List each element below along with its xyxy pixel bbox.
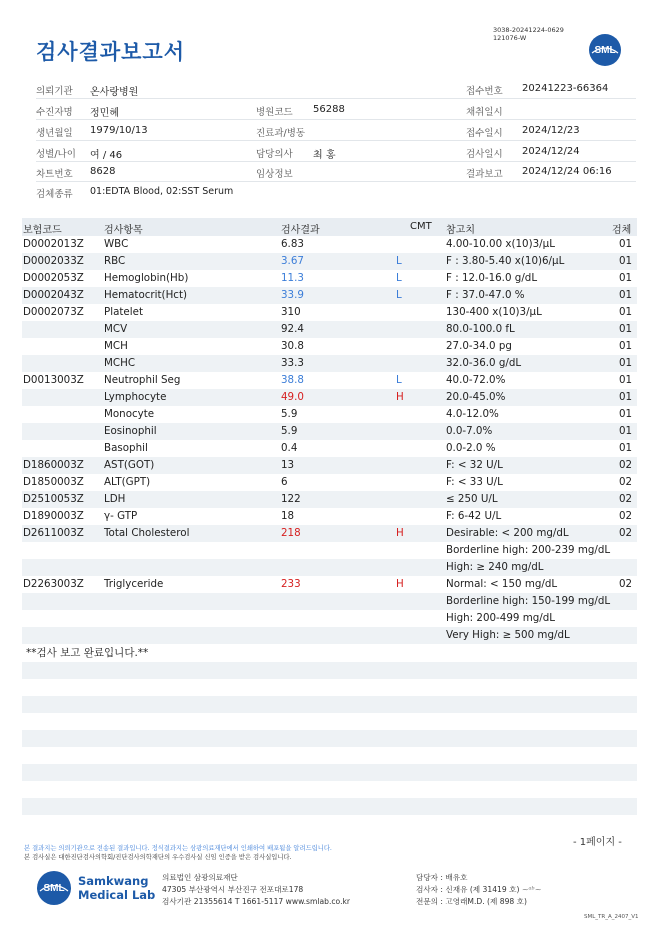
reference-range: High: ≥ 240 mg/dL [446,561,544,573]
footer-org: 의료법인 삼광의료재단 [162,873,238,882]
table-row [22,389,637,406]
table-row [22,627,637,644]
footer-brand [78,874,155,902]
test-result: 5.9 [281,408,298,420]
table-row [22,474,637,491]
footer-staff [416,872,541,908]
result-flag: H [396,527,404,539]
receipt-date-label: 접수일시 [466,128,503,139]
chart-no-label: 차트번호 [36,169,73,180]
footnote-1: 본 결과지는 의뢰기관으로 전송된 결과입니다. 정식결과지는 삼광의료재단에서 인쇄하여 배포됨을 알려드립니다. [24,845,332,852]
test-code: D1860003Z [23,459,84,471]
page-title: 검사결과보고서 [36,40,186,64]
staff-2-value: 신재유 (제 31419 호) [445,885,520,894]
report-value: 2024/12/24 06:16 [522,166,612,177]
header-row-3 [36,121,636,141]
staff-1-label: 담당자 : [416,873,443,882]
reference-range: 130-400 x(10)3/μL [446,306,542,318]
reference-range: Very High: ≥ 500 mg/dL [446,629,570,641]
staff-2-label: 검사자 : [416,885,443,894]
collect-time-label: 채취일시 [466,107,503,118]
reference-range: 0.0-2.0 % [446,442,496,454]
header-row-1 [36,79,636,99]
specimen-value: 01:EDTA Blood, 02:SST Serum [90,186,234,197]
test-result: 310 [281,306,301,318]
blank-band [22,696,637,713]
column-specimen: 검체 [612,225,632,236]
footer-address-line: 47305 부산광역시 부산진구 전포대로178 [162,885,304,894]
test-name: Hematocrit(Hct) [104,289,188,301]
test-code: D0013003Z [23,374,84,386]
test-result: 122 [281,493,301,505]
header-row-5 [36,162,636,182]
test-code: D1890003Z [23,510,84,522]
table-row [22,542,637,559]
receipt-no-value: 20241223-66364 [522,83,609,94]
table-row [22,253,637,270]
doctor-value: 최 홍 [313,150,336,161]
patient-value: 정민혜 [90,108,119,119]
document-code-line-2: 121076-W [493,34,527,42]
table-row [22,236,637,253]
institution-label: 의뢰기관 [36,86,73,97]
specimen-code: 01 [619,408,633,420]
test-code: D0002053Z [23,272,84,284]
specimen-code: 01 [619,306,633,318]
reference-range: F: 6-42 U/L [446,510,502,522]
staff-1-value: 배유호 [445,873,468,882]
test-name: γ- GTP [104,510,138,522]
test-date-label: 검사일시 [466,149,503,160]
table-row [22,355,637,372]
column-ref: 참고치 [446,225,475,236]
test-result: 11.3 [281,272,304,284]
test-code: D0002013Z [23,238,84,250]
dob-label: 생년월일 [36,128,73,139]
test-name: LDH [104,493,126,505]
specimen-code: 02 [619,459,633,471]
brand-line-1: Samkwang [78,874,149,888]
test-name: Monocyte [104,408,155,420]
table-row [22,593,637,610]
test-code: D1850003Z [23,476,84,488]
specimen-label: 검체종류 [36,189,73,200]
test-name: ALT(GPT) [104,476,151,488]
reference-range: F : 3.80-5.40 x(10)6/μL [446,255,565,267]
test-code: D0002033Z [23,255,84,267]
test-name: Basophil [104,442,148,454]
test-result: 5.9 [281,425,298,437]
test-name: WBC [104,238,129,250]
header-row-2 [36,100,636,120]
result-flag: H [396,578,404,590]
specimen-code: 01 [619,323,633,335]
test-result: 92.4 [281,323,304,335]
specimen-code: 01 [619,425,633,437]
table-row [22,610,637,627]
specimen-code: 01 [619,357,633,369]
reference-range: 20.0-45.0% [446,391,506,403]
sex-age-label: 성별/나이 [36,149,76,160]
table-row [22,423,637,440]
result-flag: L [396,289,402,301]
table-row [22,525,637,542]
footer-address [162,872,350,908]
clinical-label: 임상정보 [256,169,293,180]
brand-line-2: Medical Lab [78,888,156,902]
specimen-code: 02 [619,493,633,505]
column-name: 검사항목 [104,225,143,236]
result-flag: L [396,272,402,284]
blank-band [22,798,637,815]
dob-value: 1979/10/13 [90,125,148,136]
hospital-code-value: 56288 [313,104,345,115]
test-name: MCH [104,340,128,352]
test-name: RBC [104,255,126,267]
signature-icon: ~ᵃᵇ~ [521,885,542,894]
test-result: 49.0 [281,391,304,403]
reference-range: 4.0-12.0% [446,408,499,420]
result-flag: L [396,374,402,386]
test-name: MCHC [104,357,136,369]
test-date-value: 2024/12/24 [522,146,580,157]
results-table-header [22,218,637,236]
institution-value: 온사랑병원 [90,87,139,98]
reference-range: 0.0-7.0% [446,425,493,437]
test-code: D2611003Z [23,527,84,539]
test-name: AST(GOT) [104,459,155,471]
reference-range: F : 12.0-16.0 g/dL [446,272,538,284]
test-name: Neutrophil Seg [104,374,181,386]
test-code: D0002043Z [23,289,84,301]
test-result: 6 [281,476,288,488]
svg-text:SML: SML [43,883,65,894]
test-result: 18 [281,510,295,522]
specimen-code: 01 [619,238,633,250]
column-code: 보험코드 [23,225,62,236]
receipt-no-label: 접수번호 [466,86,503,97]
table-row [22,576,637,593]
table-row [22,270,637,287]
test-result: 6.83 [281,238,304,250]
table-row [22,372,637,389]
staff-3-value: 고영래M.D. (제 898 호) [445,897,527,906]
test-result: 38.8 [281,374,304,386]
reference-range: 40.0-72.0% [446,374,506,386]
blank-band [22,662,637,679]
test-result: 30.8 [281,340,304,352]
header-row-4 [36,142,636,162]
table-row [22,321,637,338]
specimen-code: 01 [619,255,633,267]
table-row [22,508,637,525]
table-row [22,457,637,474]
test-result: 33.3 [281,357,304,369]
specimen-code: 02 [619,510,633,522]
report-label: 결과보고 [466,169,503,180]
test-result: 0.4 [281,442,298,454]
receipt-date-value: 2024/12/23 [522,125,580,136]
test-code: D0002073Z [23,306,84,318]
specimen-code: 01 [619,442,633,454]
form-code: SML_TR_A_2407_V1 [584,914,639,920]
footnote-2: 본 검사실은 대한진단검사의학회/진단검사의학재단의 우수검사실 신임 인증을 받은 검사실입니다. [24,854,292,861]
reference-range: F : 37.0-47.0 % [446,289,525,301]
test-result: 233 [281,578,301,590]
table-row [22,491,637,508]
hospital-code-label: 병원코드 [256,107,293,118]
document-code [493,26,564,42]
specimen-code: 01 [619,289,633,301]
specimen-code: 01 [619,391,633,403]
reference-range: High: 200-499 mg/dL [446,612,556,624]
reference-range: 32.0-36.0 g/dL [446,357,522,369]
doctor-label: 담당의사 [256,149,293,160]
chart-no-value: 8628 [90,166,116,177]
patient-label: 수진자명 [36,107,73,118]
test-name: Hemoglobin(Hb) [104,272,189,284]
specimen-code: 01 [619,340,633,352]
staff-3-label: 전문의 : [416,897,443,906]
reference-range: Normal: < 150 mg/dL [446,578,558,590]
table-row [22,440,637,457]
table-row [22,559,637,576]
document-code-line-1: 3038-20241224-0629 [493,26,564,34]
table-row [22,287,637,304]
completion-message: **검사 보고 완료입니다.** [26,647,149,659]
reference-range: Desirable: < 200 mg/dL [446,527,569,539]
specimen-code: 02 [619,578,633,590]
header-row-6 [36,182,636,202]
result-flag: H [396,391,404,403]
footer-contact: 검사기관 21355614 T 1661-5117 www.smlab.co.kr [162,897,350,906]
test-code: D2510053Z [23,493,84,505]
page-indicator: - 1페이지 - [573,837,622,848]
table-row [22,406,637,423]
reference-range: F: < 32 U/L [446,459,503,471]
test-name: Triglyceride [104,578,164,590]
sml-logo-icon [588,33,622,67]
test-code: D2263003Z [23,578,84,590]
blank-band [22,730,637,747]
test-name: Platelet [104,306,143,318]
blank-band [22,764,637,781]
svg-text:SML: SML [594,45,616,56]
reference-range: 80.0-100.0 fL [446,323,515,335]
sml-footer-logo-icon [36,870,72,906]
sex-age-value: 여 / 46 [90,150,123,161]
specimen-code: 01 [619,374,633,386]
reference-range: ≤ 250 U/L [446,493,498,505]
dept-label: 진료과/병동 [256,128,306,139]
test-name: Lymphocyte [104,391,167,403]
result-flag: L [396,255,402,267]
test-result: 3.67 [281,255,304,267]
reference-range: 27.0-34.0 pg [446,340,512,352]
column-cmt: CMT [410,221,432,232]
test-result: 218 [281,527,301,539]
table-row [22,338,637,355]
specimen-code: 02 [619,476,633,488]
reference-range: F: < 33 U/L [446,476,503,488]
reference-range: 4.00-10.00 x(10)3/μL [446,238,555,250]
specimen-code: 02 [619,527,633,539]
test-result: 33.9 [281,289,304,301]
column-result: 검사결과 [281,225,320,236]
reference-range: Borderline high: 150-199 mg/dL [446,595,611,607]
test-name: Total Cholesterol [104,527,190,539]
reference-range: Borderline high: 200-239 mg/dL [446,544,611,556]
test-name: MCV [104,323,128,335]
test-result: 13 [281,459,295,471]
test-name: Eosinophil [104,425,157,437]
table-row [22,304,637,321]
specimen-code: 01 [619,272,633,284]
